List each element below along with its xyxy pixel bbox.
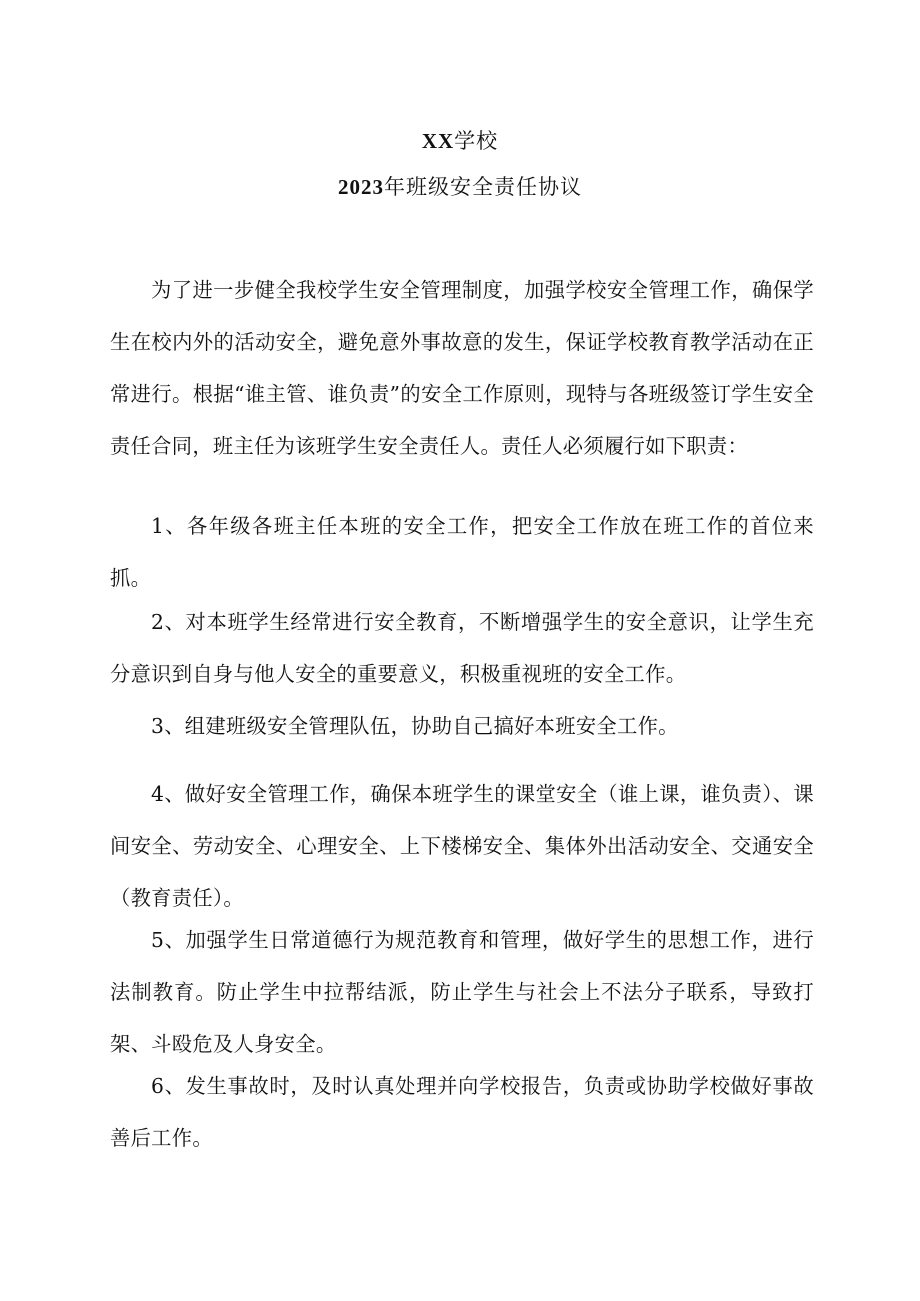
agreement-title [0,172,920,202]
duty-item-1: 1、各年级各班主任本班的安全工作，把安全工作放在班工作的首位来抓。 [110,514,814,590]
agreement-title-text: 年班级安全责任协议 [384,175,582,199]
duty-item-4: 4、做好安全管理工作，确保本班学生的课堂安全（谁上课，谁负责）、课间安全、劳动安全、心理安全、上下楼梯安全、集体外出活动安全、交通安全（教育责任）。 [110,782,814,910]
duty-item-3: 3、组建班级安全管理队伍，协助自己搞好本班安全工作。 [151,714,679,738]
school-title-suffix: 学校 [454,129,499,153]
duty-item-6: 6、发生事故时，及时认真处理并向学校报告，负责或协助学校做好事故善后工作。 [110,1074,814,1150]
school-title [0,126,920,156]
agreement-title-year: 2023 [338,175,384,199]
duty-item-5: 5、加强学生日常道德行为规范教育和管理，做好学生的思想工作，进行法制教育。防止学生中拉帮结派，防止学生与社会上不法分子联系，导致打架、斗殴危及人身安全。 [110,928,814,1056]
duty-item-2: 2、对本班学生经常进行安全教育，不断增强学生的安全意识，让学生充分意识到自身与他人安全的重要意义，积极重视班的安全工作。 [110,610,814,686]
intro-paragraph: 为了进一步健全我校学生安全管理制度，加强学校安全管理工作，确保学生在校内外的活动安全，避免意外事故意的发生，保证学校教育教学活动在正常进行。根据“谁主管、谁负责”的安全工作原则，现特与各班级签订学生安全责任合同，班主任为该班学生安全责任人。责任人必须履行如下职责： [110,278,814,458]
school-title-prefix: XX [421,129,455,153]
